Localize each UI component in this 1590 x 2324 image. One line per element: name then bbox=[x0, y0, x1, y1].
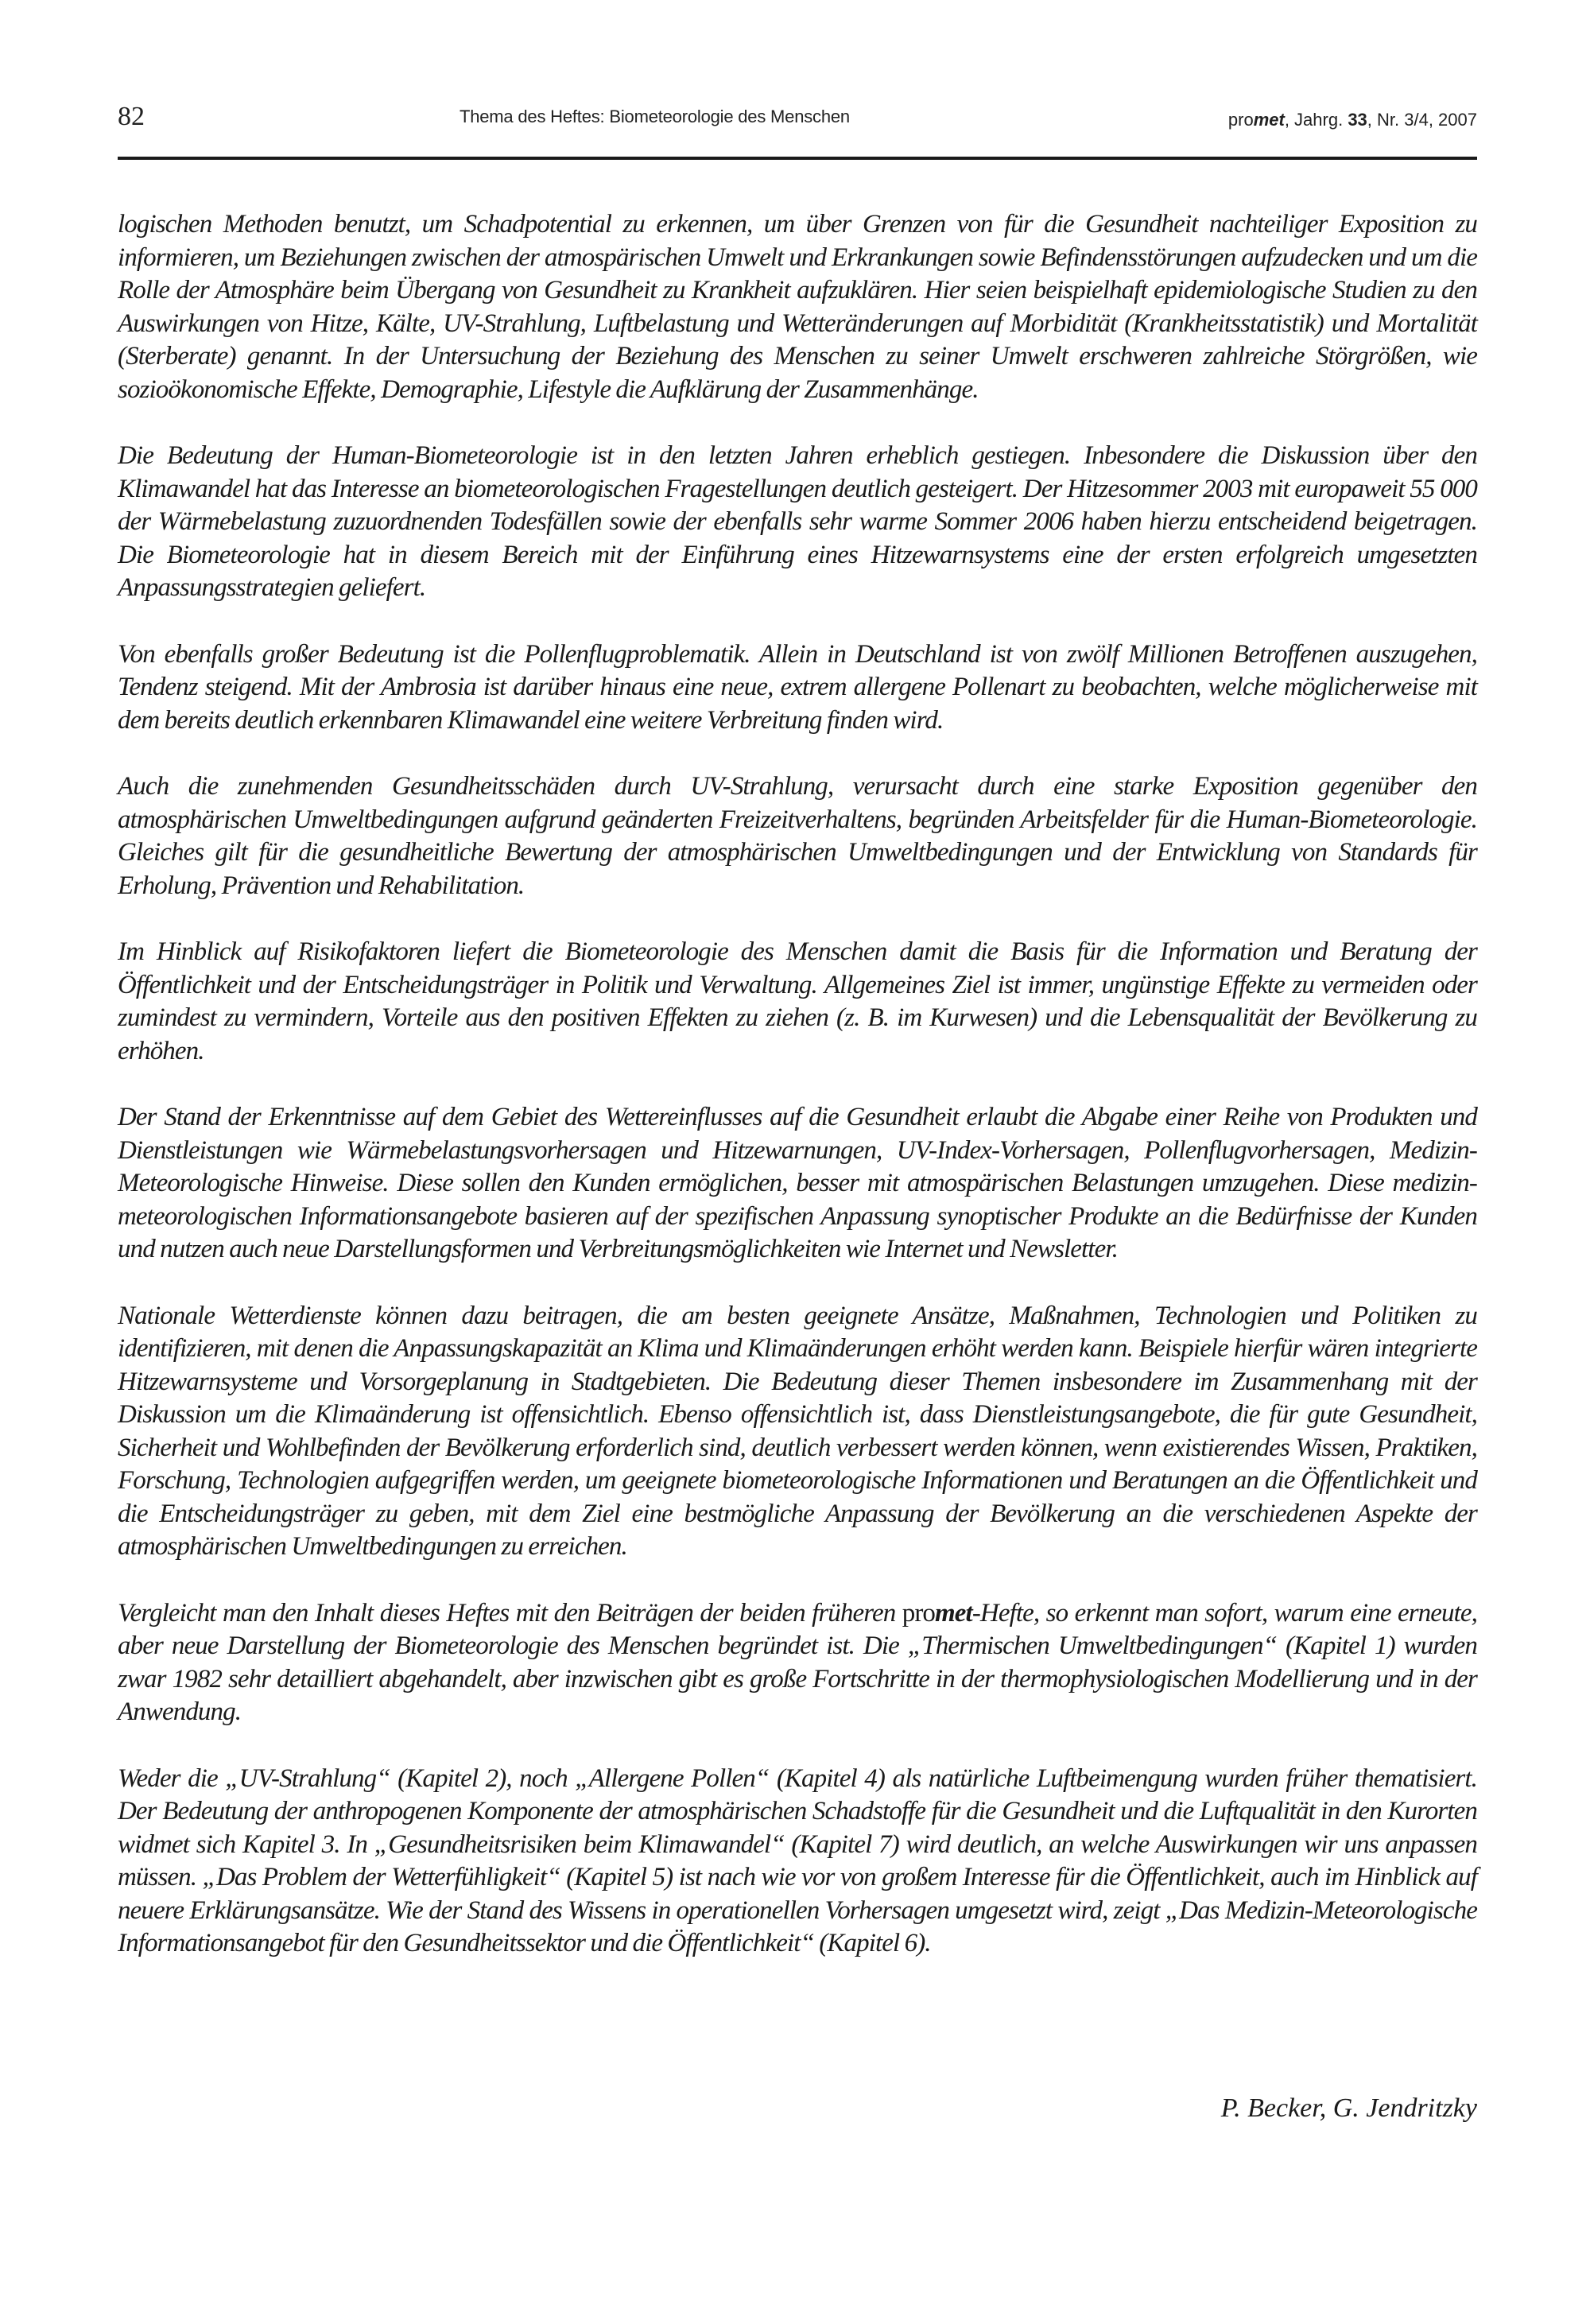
paragraph: Nationale Wetterdienste können dazu beitragen, die am besten geeignete Ansätze, Maßnahmen, Technologien und Politiken zu identifizieren, mit denen die Anpassungskapazität an Klima und Klimaänderungen erhöht werden kann. Beispiele hierfür wären integrierte Hitzewarnsysteme und Vorsorgeplanung in Stadtgebieten. Die Bedeutung dieser Themen insbesondere im Zusammenhang mit der Diskussion um die Klimaänderung ist offensichtlich. Ebenso offensichtlich ist, dass Dienstleistungsangebote, die für gute Gesundheit, Sicherheit und Wohlbefinden der Bevölkerung erforderlich sind, deutlich verbessert werden können, wenn existierendes Wissen, Praktiken, Forschung, Technologien aufgegriffen werden, um geeignete biometeorologische Informationen und Beratungen an die Öffentlichkeit und die Entscheidungsträger zu geben, mit dem Ziel eine bestmögliche Anpassung der Bevölkerung an die verschiedenen Aspekte der atmosphärischen Umweltbedingungen zu erreichen. bbox=[118, 1301, 1477, 1561]
journal-name-prefix: pro bbox=[1227, 110, 1254, 130]
header-rule bbox=[118, 157, 1477, 160]
running-title: Thema des Heftes: Biometeorologie des Menschen bbox=[460, 107, 850, 126]
journal-volume: 33 bbox=[1348, 110, 1367, 130]
page-number: 82 bbox=[118, 102, 145, 131]
journal-citation bbox=[1228, 110, 1477, 130]
journal-name-emphasis: met bbox=[1253, 110, 1285, 130]
paragraph: Die Bedeutung der Human-Biometeorologie ist in den letzten Jahren erheblich gestiegen. Inbesondere die Diskussion über den Klimawandel hat das Interesse an biometeorologischen Fragestellungen deutlich gesteigert. Der Hitzesommer 2003 mit europaweit 55 000 der Wärmebelastung zuzuordnenden Todesfällen sowie der ebenfalls sehr warme Sommer 2006 haben hierzu entscheidend beigetragen. Die Biometeorologie hat in diesem Bereich mit der Einführung eines Hitzewarnsystems eine der ersten erfolgreich umgesetzten Anpassungsstrategien geliefert. bbox=[118, 441, 1477, 602]
page-header bbox=[118, 102, 1477, 134]
article-body bbox=[118, 208, 1477, 1994]
paragraph: Von ebenfalls großer Bedeutung ist die Pollenflugproblematik. Allein in Deutschland ist von zwölf Millionen Betroffenen auszugehen, Tendenz steigend. Mit der Ambrosia ist darüber hinaus eine neue, extrem allergene Pollenart zu beobachten, welche möglicherweise mit dem bereits deutlich erkennbaren Klimawandel eine weitere Verbreitung finden wird. bbox=[118, 639, 1477, 735]
journal-issue: , Nr. 3/4, 2007 bbox=[1367, 110, 1477, 130]
paragraph: logischen Methoden benutzt, um Schadpotential zu erkennen, um über Grenzen von für die Gesundheit nachteiliger Exposition zu informieren, um Beziehungen zwischen der atmospärischen Umwelt und Erkrankungen sowie Befindensstörungen aufzudecken und um die Rolle der Atmosphäre beim Übergang von Gesundheit zu Krankheit aufzuklären. Hier seien beispielhaft epidemiologische Studien zu den Auswirkungen von Hitze, Kälte, UV-Strahlung, Luftbelastung und Wetteränderungen auf Morbidität (Krankheitsstatistik) und Mortalität (Sterberate) genannt. In der Untersuchung der Beziehung des Menschen zu seiner Umwelt erschweren zahlreiche Störgrößen, wie sozioökonomische Effekte, Demographie, Lifestyle die Aufklärung der Zusammenhänge. bbox=[118, 210, 1477, 404]
paragraph: Der Stand der Erkenntnisse auf dem Gebiet des Wettereinflusses auf die Gesundheit erlaubt die Abgabe einer Reihe von Produkten und Dienstleistungen wie Wärmebelastungsvorhersagen und Hitzewarnungen, UV-Index-Vorhersagen, Pollenflugvorhersagen, Medizin-Meteorologische Hinweise. Diese sollen den Kunden ermöglichen, besser mit atmospärischen Belastungen umzugehen. Diese medizin-meteorologischen Informationsangebote basieren auf der spezifischen Anpassung synoptischer Produkte an die Bedürfnisse der Kunden und nutzen auch neue Darstellungsformen und Verbreitungsmöglichkeiten wie Internet und Newsletter. bbox=[118, 1103, 1477, 1263]
paragraph: Im Hinblick auf Risikofaktoren liefert die Biometeorologie des Menschen damit die Basis für die Information und Beratung der Öffentlichkeit und der Entscheidungsträger in Politik und Verwaltung. Allgemeines Ziel ist immer, ungünstige Effekte zu vermeiden oder zumindest zu vermindern, Vorteile aus den positiven Effekten zu ziehen (z. B. im Kurwesen) und die Lebensqualität der Bevölkerung zu erhöhen. bbox=[118, 937, 1477, 1065]
paragraph-promet bbox=[118, 1597, 1477, 1729]
paragraph: Auch die zunehmenden Gesundheitsschäden durch UV-Strahlung, verursacht durch eine starke Exposition gegenüber den atmosphärischen Umweltbedingungen aufgrund geänderten Freizeitverhaltens, begründen Arbeitsfelder für die Human-Biometeorologie. Gleiches gilt für die gesundheitliche Bewertung der atmosphärischen Umweltbedingungen und der Entwicklung von Standards für Erholung, Prävention und Rehabilitation. bbox=[118, 772, 1477, 900]
promet-wordmark bbox=[902, 1599, 972, 1628]
paragraph-promet-before: Vergleicht man den Inhalt dieses Heftes mit den Beiträgen der beiden früheren bbox=[118, 1598, 902, 1628]
journal-after-name: , Jahrg. bbox=[1284, 110, 1348, 130]
promet-emphasis: met bbox=[935, 1598, 972, 1628]
author-signature: P. Becker, G. Jendritzky bbox=[1220, 2093, 1477, 2123]
paragraph-promet-after: -Hefte, so erkennt man sofort, warum eine erneute, aber neue Darstellung der Biometeorologie des Menschen begründet ist. Die „Thermischen Umweltbedingungen“ (Kapitel 1) wurden zwar 1982 sehr detailliert abgehandelt, aber inzwischen gibt es große Fortschritte in der thermophysiologischen Modellierung und in der Anwendung. bbox=[118, 1598, 1477, 1726]
paragraph: Weder die „UV-Strahlung“ (Kapitel 2), noch „Allergene Pollen“ (Kapitel 4) als natürliche Luftbeimengung wurden früher thematisiert. Der Bedeutung der anthropogenen Komponente der atmosphärischen Schadstoffe für die Gesundheit und die Luftqualität in den Kurorten widmet sich Kapitel 3. In „Gesundheitsrisiken beim Klimawandel“ (Kapitel 7) wird deutlich, an welche Auswirkungen wir uns anpassen müssen. „Das Problem der Wetterfühligkeit“ (Kapitel 5) ist nach wie vor von großem Interesse für die Öffentlichkeit, auch im Hinblick auf neuere Erklärungsansätze. Wie der Stand des Wissens in operationellen Vorhersagen umgesetzt wird, zeigt „Das Medizin-Meteorologische Informationsangebot für den Gesundheitssektor und die Öffentlichkeit“ (Kapitel 6). bbox=[118, 1763, 1477, 1957]
promet-prefix: pro bbox=[902, 1598, 936, 1628]
